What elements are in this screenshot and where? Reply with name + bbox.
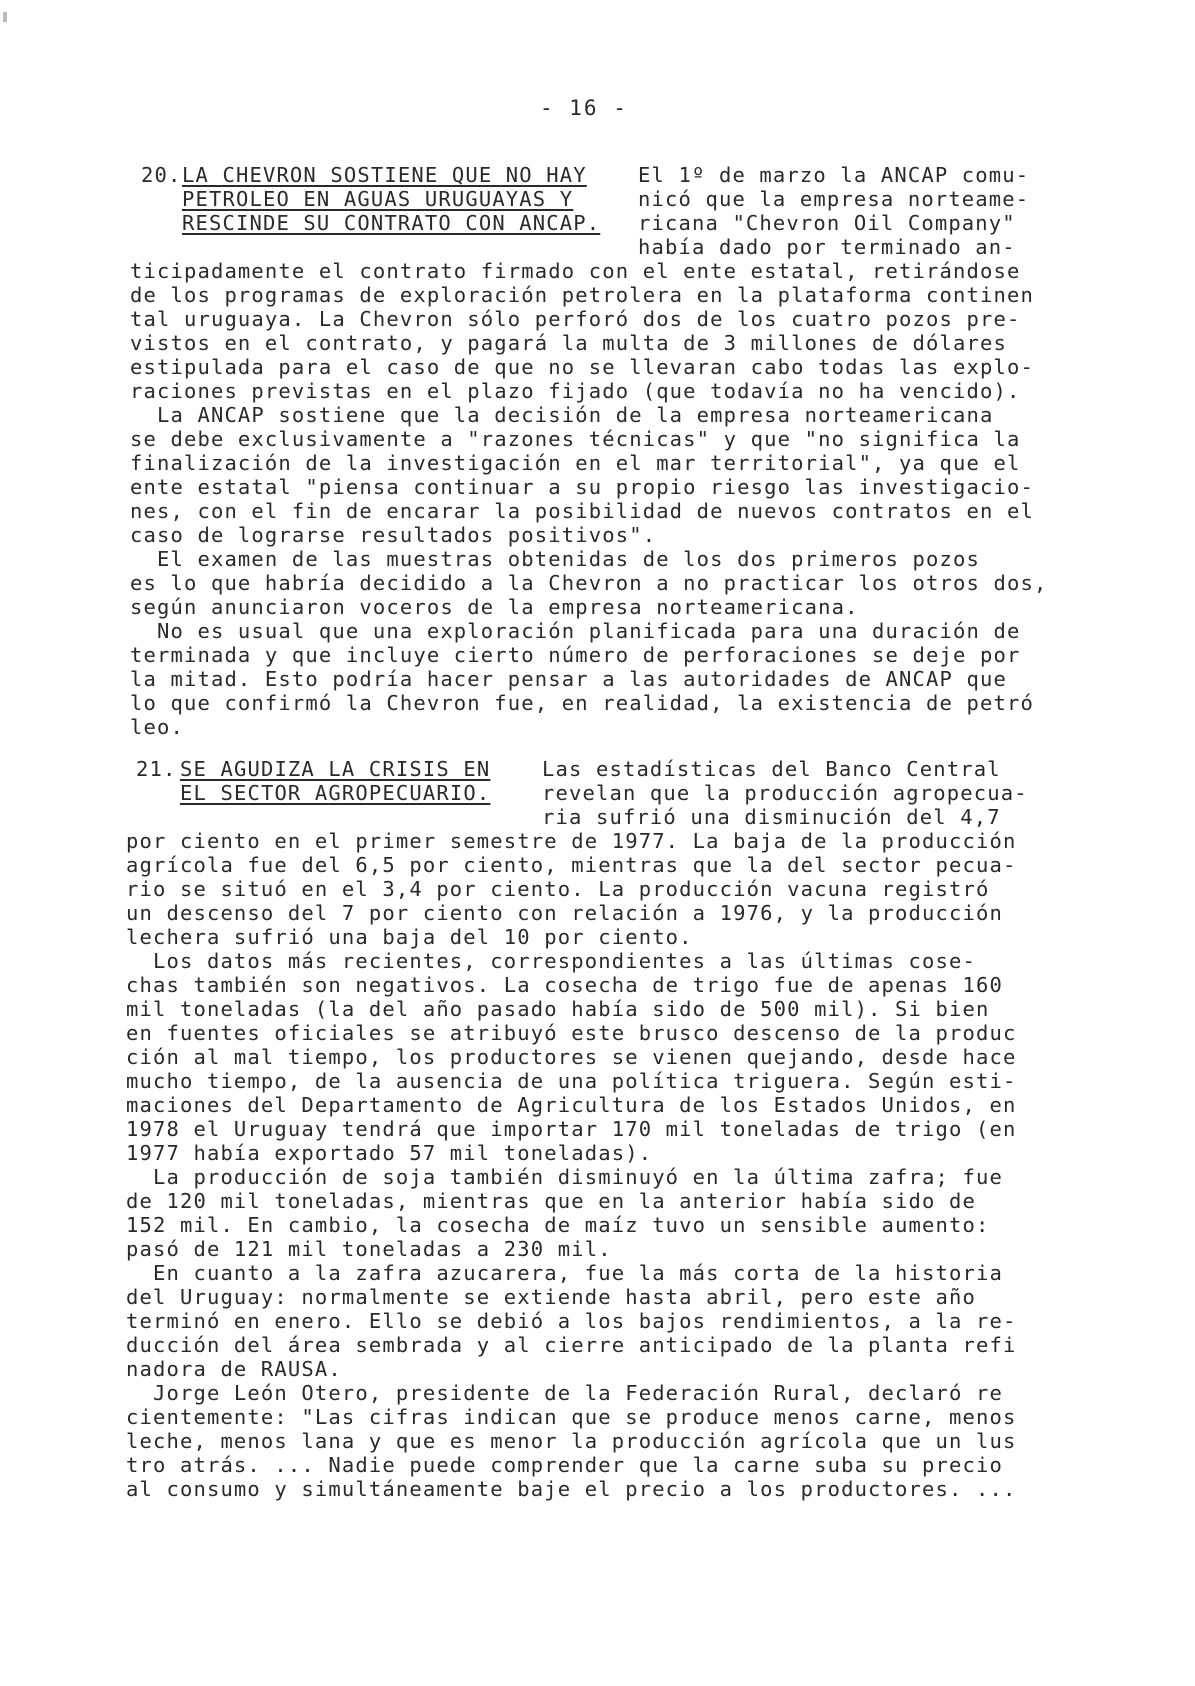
section-heading-line: PETROLEO EN AGUAS URUGUAYAS Y xyxy=(182,187,574,211)
body-line: pasó de 121 mil toneladas a 230 mil. xyxy=(126,1237,612,1261)
body-line: mil toneladas (la del año pasado había sido de 500 mil). Si bien xyxy=(126,997,990,1021)
body-line: se debe exclusivamente a "razones técnicas" y que "no significa la xyxy=(130,427,1021,451)
page-number: - 16 - xyxy=(540,96,628,120)
section-heading-line: EL SECTOR AGROPECUARIO. xyxy=(180,781,491,805)
body-line: tro atrás. ... Nadie puede comprender que la carne suba su precio xyxy=(126,1453,1003,1477)
body-line: La ANCAP sostiene que la decisión de la empresa norteamericana xyxy=(130,403,994,427)
body-line: un descenso del 7 por ciento con relación a 1976, y la producción xyxy=(126,901,1003,925)
body-line: Jorge León Otero, presidente de la Federación Rural, declaró re xyxy=(126,1381,1003,1405)
body-line: estipulada para el caso de que no se llevaran cabo todas las explo- xyxy=(130,355,1034,379)
body-line: vistos en el contrato, y pagará la multa de 3 millones de dólares xyxy=(130,331,1007,355)
body-line: caso de lograrse resultados positivos". xyxy=(130,523,657,547)
body-line: rio se situó en el 3,4 por ciento. La producción vacuna registró xyxy=(126,877,990,901)
section-number: 20. xyxy=(141,163,182,187)
body-line: según anunciaron voceros de la empresa norteamericana. xyxy=(130,595,859,619)
body-line: ticipadamente el contrato firmado con el ente estatal, retirándose xyxy=(130,259,1021,283)
body-line: nes, con el fin de encarar la posibilidad de nuevos contratos en el xyxy=(130,499,1034,523)
section-heading-line: LA CHEVRON SOSTIENE QUE NO HAY xyxy=(182,163,587,187)
body-line: agrícola fue del 6,5 por ciento, mientras que la del sector pecua- xyxy=(126,853,1017,877)
intro-line: revelan que la producción agropecua- xyxy=(542,781,1028,805)
body-line: raciones previstas en el plazo fijado (que todavía no ha vencido). xyxy=(130,379,1021,403)
body-line: chas también son negativos. La cosecha de trigo fue de apenas 160 xyxy=(126,973,1003,997)
body-line: de 120 mil toneladas, mientras que en la anterior había sido de xyxy=(126,1189,976,1213)
body-line: tal uruguaya. La Chevron sólo perforó dos de los cuatro pozos pre- xyxy=(130,307,1021,331)
body-line: cientemente: "Las cifras indican que se produce menos carne, menos xyxy=(126,1405,1017,1429)
body-line: El examen de las muestras obtenidas de los dos primeros pozos xyxy=(130,547,980,571)
section-number: 21. xyxy=(136,757,177,781)
body-line: Los datos más recientes, correspondientes a las últimas cose- xyxy=(126,949,976,973)
body-line: leche, menos lana y que es menor la producción agrícola que un lus xyxy=(126,1429,1017,1453)
body-line: en fuentes oficiales se atribuyó este brusco descenso de la produc xyxy=(126,1021,1017,1045)
scan-speck xyxy=(3,12,7,22)
body-line: ente estatal "piensa continuar a su propio riesgo las investigacio- xyxy=(130,475,1034,499)
body-line: de los programas de exploración petrolera en la plataforma continen xyxy=(130,283,1034,307)
body-line: 1977 había exportado 57 mil toneladas). xyxy=(126,1141,653,1165)
body-line: lo que confirmó la Chevron fue, en realidad, la existencia de petró xyxy=(130,691,1034,715)
body-line: finalización de la investigación en el mar territorial", ya que el xyxy=(130,451,1021,475)
intro-line: El 1º de marzo la ANCAP comu- xyxy=(638,163,1030,187)
body-line: al consumo y simultáneamente baje el precio a los productores. ... xyxy=(126,1477,1017,1501)
section-heading-line: SE AGUDIZA LA CRISIS EN xyxy=(180,757,491,781)
intro-line: ricana "Chevron Oil Company" xyxy=(638,211,1016,235)
body-line: terminada y que incluye cierto número de perforaciones se deje por xyxy=(130,643,1021,667)
body-line: es lo que habría decidido a la Chevron a no practicar los otros dos, xyxy=(130,571,1048,595)
body-line: maciones del Departamento de Agricultura de los Estados Unidos, en xyxy=(126,1093,1017,1117)
body-line: 152 mil. En cambio, la cosecha de maíz tuvo un sensible aumento: xyxy=(126,1213,990,1237)
body-line: mucho tiempo, de la ausencia de una política triguera. Según esti- xyxy=(126,1069,1017,1093)
body-line: nadora de RAUSA. xyxy=(126,1357,342,1381)
body-line: terminó en enero. Ello se debió a los bajos rendimientos, a la re- xyxy=(126,1309,1017,1333)
body-line: No es usual que una exploración planificada para una duración de xyxy=(130,619,1021,643)
body-line: por ciento en el primer semestre de 1977. La baja de la producción xyxy=(126,829,1017,853)
body-line: ción al mal tiempo, los productores se vienen quejando, desde hace xyxy=(126,1045,1017,1069)
intro-line: había dado por terminado an- xyxy=(638,235,1016,259)
intro-line: ria sufrió una disminución del 4,7 xyxy=(542,805,1001,829)
body-line: la mitad. Esto podría hacer pensar a las autoridades de ANCAP que xyxy=(130,667,1007,691)
intro-line: Las estadísticas del Banco Central xyxy=(542,757,1001,781)
body-line: ducción del área sembrada y al cierre anticipado de la planta refi xyxy=(126,1333,1017,1357)
body-line: lechera sufrió una baja del 10 por ciento. xyxy=(126,925,693,949)
body-line: En cuanto a la zafra azucarera, fue la más corta de la historia xyxy=(126,1261,1003,1285)
body-line: del Uruguay: normalmente se extiende hasta abril, pero este año xyxy=(126,1285,976,1309)
body-line: 1978 el Uruguay tendrá que importar 170 mil toneladas de trigo (en xyxy=(126,1117,1017,1141)
intro-line: nicó que la empresa norteame- xyxy=(638,187,1030,211)
section-heading-line: RESCINDE SU CONTRATO CON ANCAP. xyxy=(182,211,601,235)
body-line: leo. xyxy=(130,715,184,739)
body-line: La producción de soja también disminuyó en la última zafra; fue xyxy=(126,1165,1003,1189)
